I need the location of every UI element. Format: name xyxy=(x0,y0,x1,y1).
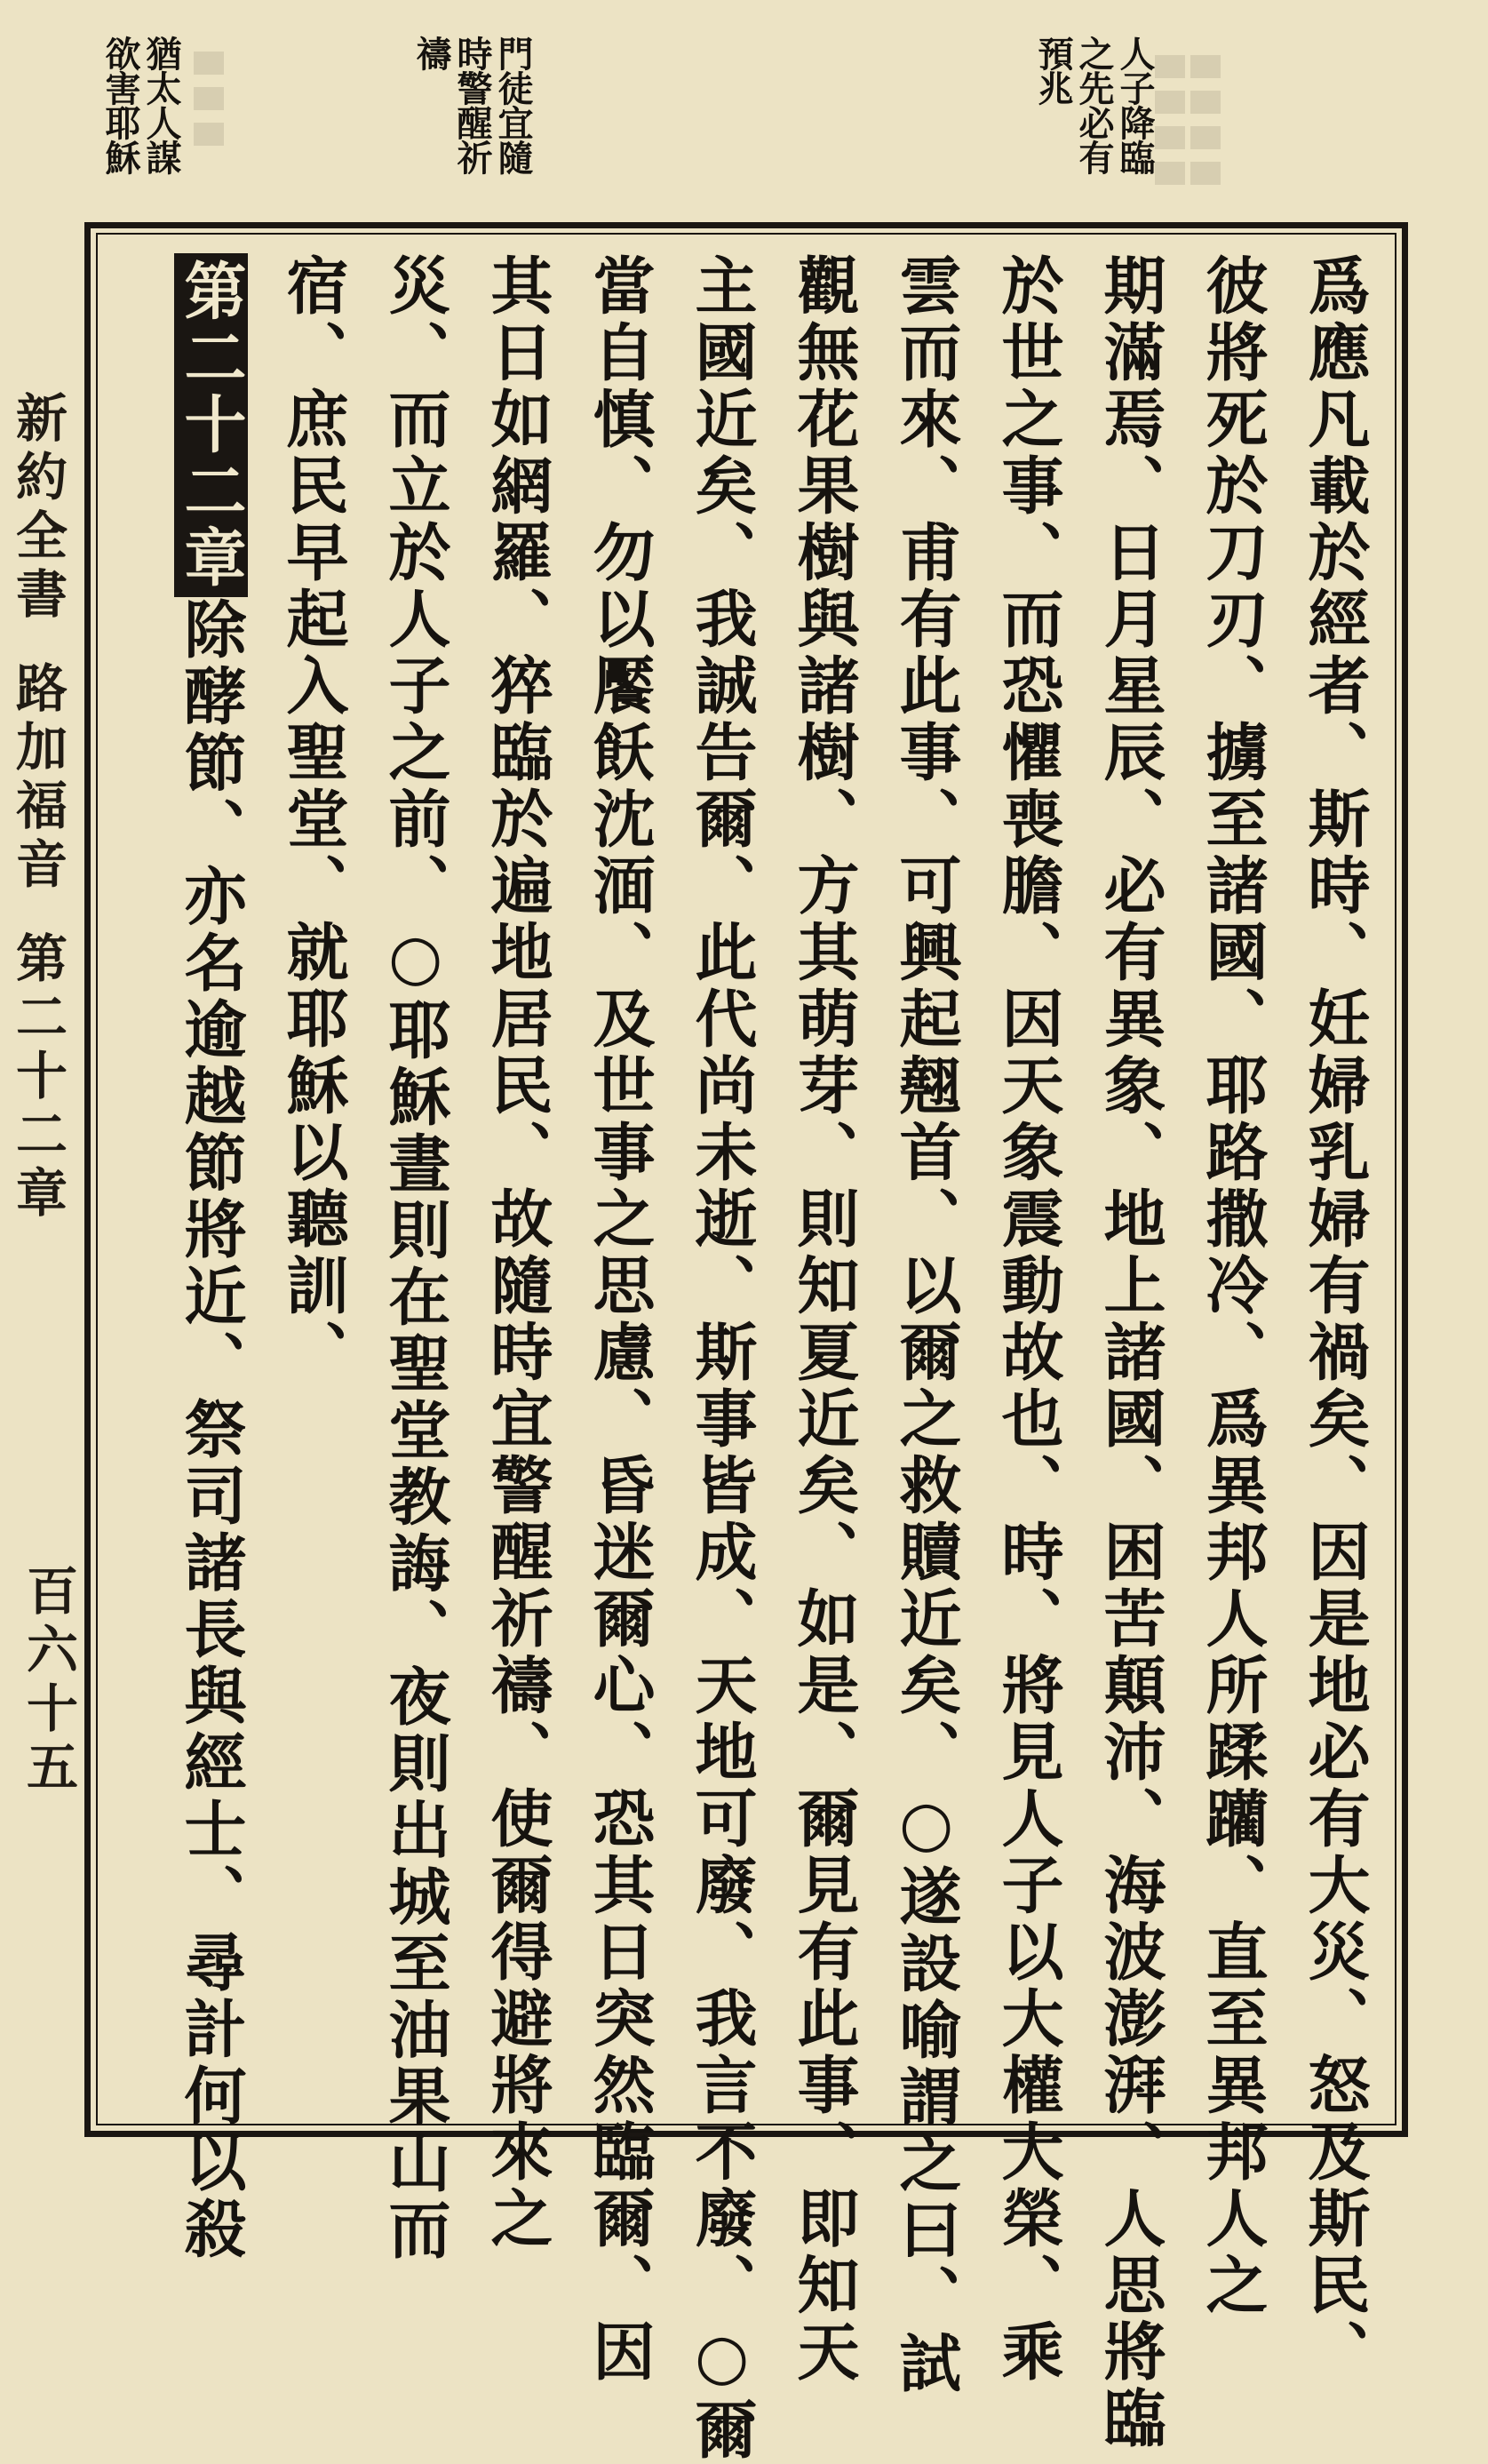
text-column: 雲而來、甫有此事、可興起翹首、以爾之救贖近矣、○遂設喻謂之曰、試 xyxy=(889,253,963,2397)
chapter-title: 第二十二章 xyxy=(7,931,68,1224)
text-column: 期滿焉、日月星辰、必有異象、地上諸國、困苦顛沛、海波澎湃、人思將臨 xyxy=(1094,253,1167,2452)
book-title: 新約全書 xyxy=(7,391,68,626)
note-line: 禱 xyxy=(410,36,451,70)
margin-note-plot xyxy=(99,36,181,174)
chapter-heading: 第二十二章 xyxy=(174,253,248,597)
text-column: 當自慎、勿以饜飫沈湎、及世事之思慮、昏迷爾心、恐其日突然臨爾、因 xyxy=(583,253,656,2386)
text-column: 主國近矣、我誠告爾、此代尚未逝、斯事皆成、天地可廢、我言不廢、○爾 xyxy=(685,253,759,2464)
text-column: 災、而立於人子之前、○耶穌晝則在聖堂教誨、夜則出城至油果山而 xyxy=(378,253,452,2264)
text-column: 宿、庶民早起入聖堂、就耶穌以聽訓、 xyxy=(276,253,350,1386)
bleed-through-mark xyxy=(194,52,224,149)
text-column: 觀無花果樹與諸樹、方其萌芽、則知夏近矣、如是、爾見有此事、即知天 xyxy=(787,253,861,2386)
bleed-through-mark xyxy=(1155,55,1185,188)
running-header xyxy=(7,391,68,1224)
text-column: 於世之事、而恐懼喪膽、因天象震動故也、時、將見人子以大權大榮、乘 xyxy=(991,253,1065,2386)
chapter-first-line: 除酵節、亦名逾越節將近、祭司諸長與經士、尋計何以殺 xyxy=(174,597,248,2263)
note-line: 預兆 xyxy=(1032,36,1073,105)
gospel-title: 路加福音 xyxy=(7,661,68,896)
text-column: 彼將死於刀刃、擄至諸國、耶路撒冷、爲異邦人所蹂躪、直至異邦人之 xyxy=(1196,253,1269,2319)
note-line: 猶太人謀 xyxy=(140,36,181,174)
margin-note-advent-signs xyxy=(1032,36,1155,174)
bleed-through-mark xyxy=(1190,55,1221,188)
text-column: 爲應凡載於經者、斯時、妊婦乳婦有禍矣、因是地必有大災、怒及斯民、 xyxy=(1298,253,1372,2386)
text-column-chapter-start xyxy=(160,253,262,2263)
text-column: 其日如網羅、猝臨於遍地居民、故隨時宜警醒祈禱、使爾得避將來之 xyxy=(481,253,554,2253)
scripture-body xyxy=(115,253,1386,2464)
note-line: 門徒宜隨 xyxy=(492,36,533,174)
note-line: 欲害耶穌 xyxy=(99,36,140,174)
page-number: 百六十五 xyxy=(18,1564,78,1798)
margin-note-watch-pray xyxy=(410,36,533,174)
note-line: 人子降臨 xyxy=(1114,36,1155,174)
note-line: 之先必有 xyxy=(1073,36,1114,174)
note-line: 時警醒祈 xyxy=(451,36,492,174)
